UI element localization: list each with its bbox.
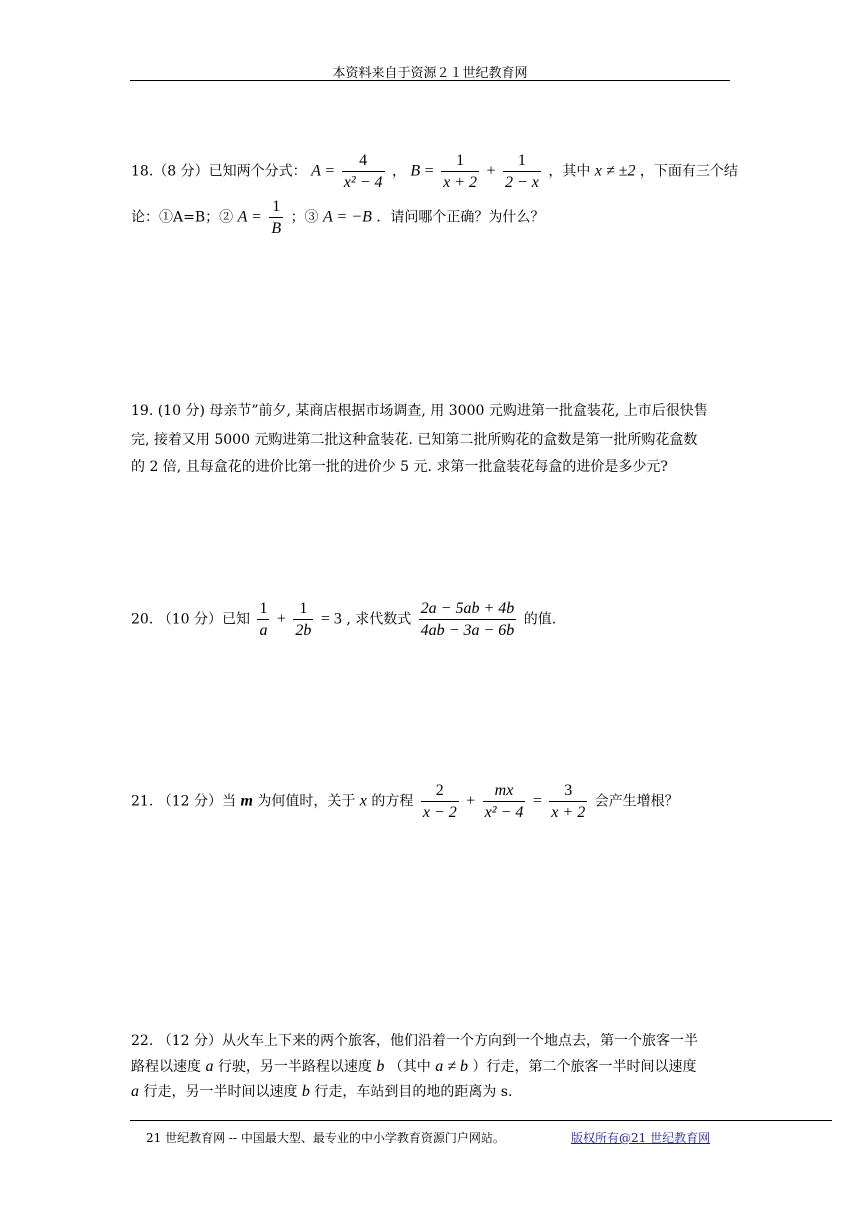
q21-f3-den: x + 2 (551, 804, 586, 821)
q20-f2-fraction (293, 598, 313, 641)
q21-f1-den: x − 2 (422, 804, 457, 821)
q18-prefix: 18.（8 分）已知两个分式： (131, 163, 307, 180)
q22-line2-d: ）行走，第二个旅客一半时间以速度 (472, 1059, 697, 1075)
q19-line2: 完, 接着又用 5000 元购进第二批这种盒装花. 已知第二批所购花的盒数是第一批所购花盒数 (131, 432, 698, 448)
q20-line (131, 598, 556, 641)
q18-B1-num: 1 (441, 150, 479, 172)
q21-f2-num: mx (483, 780, 526, 802)
q22-line3-d: 行走，车站到目的地的距离为 s. (314, 1084, 513, 1100)
q18-cond-math: x ≠ ±2 (594, 162, 636, 180)
q20-eq: = 3 (320, 610, 342, 628)
q22-a: a (205, 1058, 214, 1075)
q18-B2-num: 1 (503, 150, 541, 172)
q19-line1: 19. (10 分) 母亲节”前夕, 某商店根据市场调查, 用 3000 元购进第一批盒装花, 上市后很快售 (131, 403, 708, 419)
q18-tail1: ，下面有三个结 (639, 163, 738, 180)
q18-line2-tail: ．请问哪个正确？为什么？ (376, 209, 545, 226)
q19-line3: 的 2 倍, 且每盒花的进价比第一批的进价少 5 元. 求第一批盒装花每盒的进价是多少元? (131, 459, 668, 475)
q22-line2-c: （其中 (388, 1059, 431, 1075)
q22-line3-a: a (131, 1083, 139, 1100)
q20-mid: , 求代数式 (346, 611, 412, 628)
q21-prefix: 21. （12 分）当 (131, 793, 236, 810)
q21-m: m (240, 792, 253, 810)
q18-c2-num: 1 (269, 196, 283, 218)
q18-B1-den: x + 2 (443, 174, 478, 191)
q18-line2 (131, 196, 544, 239)
q18-c3-lead: ；③ (290, 209, 319, 226)
q20-plus: + (276, 610, 286, 628)
q21-plus: + (466, 792, 476, 810)
q21-mid1: 为何值时，关于 (257, 793, 356, 810)
q18-A-den: x² − 4 (343, 174, 383, 191)
copyright-link[interactable]: 版权所有@21 世纪教育网 (571, 1131, 711, 1145)
q20-expr-num: 2a − 5ab + 4b (419, 598, 517, 620)
q18-B2-fraction (503, 150, 541, 193)
q18-B2-den: 2 − x (504, 174, 539, 191)
q20-expr-fraction (419, 598, 517, 641)
q18-cond-text: ，其中 (548, 163, 591, 180)
q21-f3-num: 3 (549, 780, 587, 802)
q20-prefix: 20. （10 分）已知 (131, 611, 250, 628)
q20-expr-den: 4ab − 3a − 6b (420, 622, 515, 639)
q18-eq2: = (424, 162, 434, 180)
q21-f2-fraction (483, 780, 526, 823)
q18-plus: + (486, 162, 496, 180)
q18-c2-fraction (269, 196, 283, 239)
q18-eq: = (325, 162, 335, 180)
footer-text: 21 世纪教育网 -- 中国最大型、最专业的中小学教育资源门户网站。 (146, 1131, 505, 1145)
q22-line2-a: 路程以速度 (131, 1059, 201, 1075)
q18-B1-fraction (441, 150, 479, 193)
q18-c3-math: A = −B (323, 208, 372, 226)
q21-f2-den: x² − 4 (484, 804, 524, 821)
q21-f3-fraction (549, 780, 587, 823)
q21-x: x (359, 792, 367, 810)
q21-tail: 会产生增根？ (594, 793, 679, 810)
q22-line3-b: 行走，另一半时间以速度 (143, 1084, 298, 1100)
q20-f1-fraction (257, 598, 269, 641)
q18-A-fraction (342, 150, 385, 193)
q21-line (131, 780, 679, 823)
q20-tail: 的值. (523, 611, 557, 628)
q18-c2-lhs: A = (237, 208, 262, 226)
q18-A-num: 4 (342, 150, 385, 172)
q22-line1: 22. （12 分）从火车上下来的两个旅客，他们沿着一个方向到一个地点去，第一个旅客一半 (131, 1033, 698, 1049)
q22-cond: a ≠ b (435, 1058, 469, 1075)
footer-rule (130, 1120, 832, 1121)
q21-f1-num: 2 (421, 780, 459, 802)
q22-line3 (131, 1081, 512, 1101)
q21-f1-fraction (421, 780, 459, 823)
q20-f2-den: 2b (295, 622, 312, 639)
q21-mid2: 的方程 (371, 793, 414, 810)
q22-line2-b: 行驶，另一半路程以速度 (217, 1059, 372, 1075)
page-header: 本资料来自于资源２１世纪教育网 (332, 66, 528, 81)
header-rule (130, 80, 730, 81)
q22-line2 (131, 1056, 697, 1076)
q18-line2-start: 论：①A=B；② (131, 209, 234, 226)
q22-line3-c: b (301, 1083, 310, 1100)
q18-B: B (410, 162, 421, 180)
q20-f2-num: 1 (293, 598, 313, 620)
q18-line1 (131, 150, 738, 193)
q21-eq: = (532, 792, 542, 810)
q18-comma: ， (391, 163, 406, 180)
q22-b: b (376, 1058, 385, 1075)
q20-f1-num: 1 (257, 598, 269, 620)
q20-f1-den: a (259, 622, 268, 639)
q18-c2-den: B (271, 220, 282, 237)
q18-A: A (311, 162, 321, 180)
